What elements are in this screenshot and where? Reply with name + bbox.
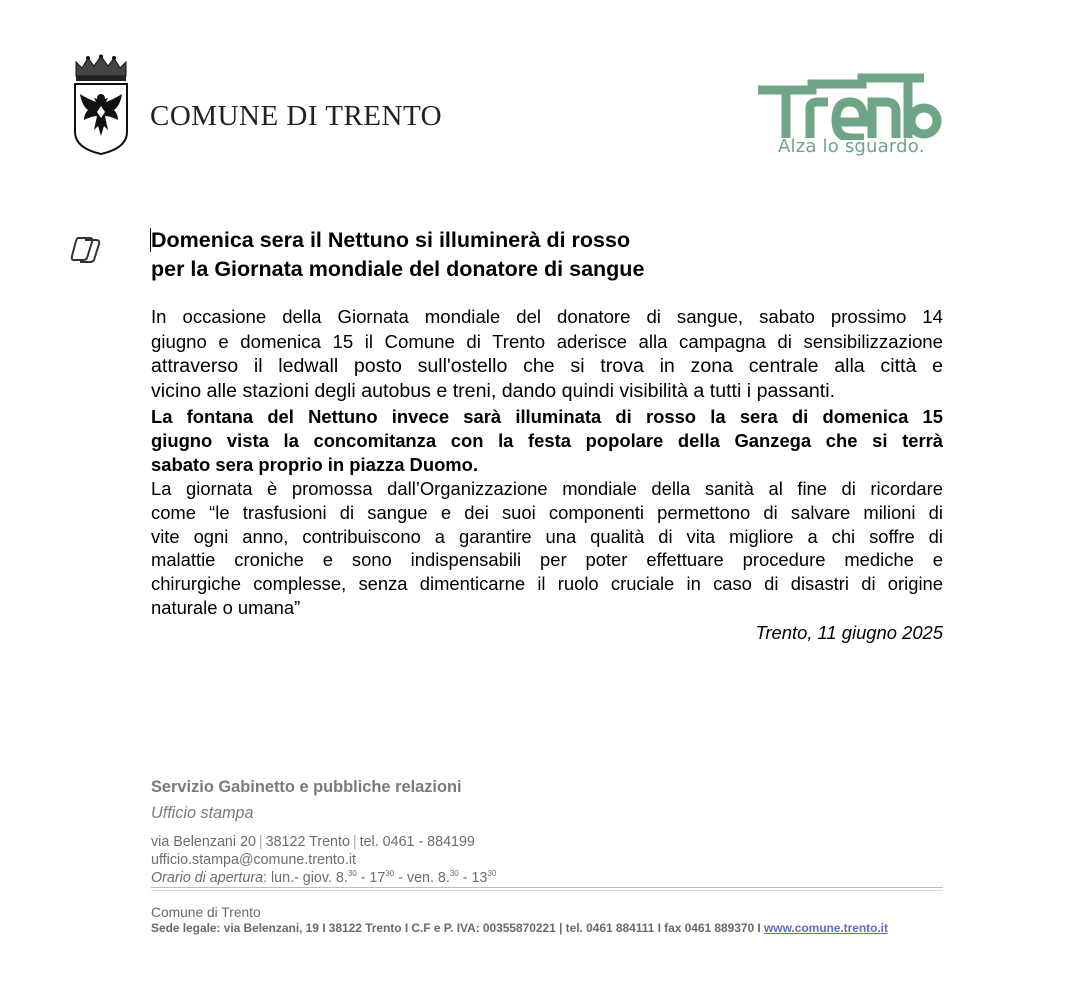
address-phone: tel. 0461 - 884199 xyxy=(359,834,475,850)
paragraph-line: attraverso il ledwall posto sull'ostello che si trova in zona centrale alla città e xyxy=(151,355,943,377)
paragraph-line: giugno e domenica 15 il Comune di Trento aderisce alla campagna di sensibilizzazione xyxy=(151,330,943,352)
paragraph-line: giugno vista la concomitanza con la festa popolare della Ganzega che si terrà xyxy=(151,430,943,451)
paragraph-line: La fontana del Nettuno invece sarà illuminata di rosso la sera di domenica 15 xyxy=(151,406,943,427)
hours-text: - ven. 8. xyxy=(394,870,450,886)
hours-label: Orario di apertura xyxy=(151,870,264,886)
hours-text: - 17 xyxy=(356,870,386,886)
headline xyxy=(151,226,943,284)
office-name: Ufficio stampa xyxy=(151,804,254,822)
paragraph-line: malattie croniche e sono indispensabili per poter effettuare procedure mediche e xyxy=(151,549,943,571)
hours-minutes: 30 xyxy=(449,869,459,879)
trento-brand-logo xyxy=(752,52,942,160)
paragraph-line: La giornata è promossa dall’Organizzazione mondiale della sanità al fine di ricordare xyxy=(151,478,943,499)
paragraph-line: chirurgiche complesse, senza dimenticarne il ruolo cruciale in caso di disastri di origine xyxy=(151,573,943,595)
department-name: Servizio Gabinetto e pubbliche relazioni xyxy=(151,778,462,796)
text-cursor xyxy=(150,228,151,252)
dateline: Trento, 11 giugno 2025 xyxy=(755,621,943,643)
hours-text: - 13 xyxy=(458,870,488,886)
paragraph-line: In occasione della Giornata mondiale del donatore di sangue, sabato prossimo 14 xyxy=(151,306,943,327)
paragraph-line: vicino alle stazioni degli autobus e treni, dando quindi visibilità a tutti i passanti. xyxy=(151,379,836,402)
contact-footer xyxy=(151,778,943,887)
hours-text: : lun.- giov. 8. xyxy=(263,870,348,886)
website-link[interactable]: www.comune.trento.it xyxy=(764,921,888,935)
copilot-icon[interactable] xyxy=(70,234,104,264)
paragraph-who xyxy=(151,477,943,620)
address-city: 38122 Trento xyxy=(265,834,350,850)
legal-entity-name: Comune di Trento xyxy=(151,905,261,920)
contact-details xyxy=(151,833,943,887)
coat-of-arms-logo xyxy=(72,54,130,156)
paragraph-neptune xyxy=(151,405,943,477)
hours-minutes: 30 xyxy=(347,869,357,879)
hours-minutes: 30 xyxy=(385,869,395,879)
paragraph-line: come “le trasfusioni di sangue e dei suoi componenti permettono di salvare milioni di xyxy=(151,501,943,523)
footer-divider xyxy=(151,890,943,891)
headline-line: Domenica sera il Nettuno si illuminerà di rosso xyxy=(151,228,631,252)
address-street: via Belenzani 20 xyxy=(151,834,256,850)
hours-minutes: 30 xyxy=(487,869,497,879)
address-line xyxy=(151,833,943,851)
paragraph-intro xyxy=(151,305,943,403)
municipality-name: COMUNE DI TRENTO xyxy=(150,100,443,132)
separator: | xyxy=(352,834,357,850)
opening-hours xyxy=(151,869,943,887)
separator: | xyxy=(258,834,263,850)
brand-tagline: Alza lo sguardo. xyxy=(778,136,925,157)
paragraph-line: sabato sera proprio in piazza Duomo. xyxy=(151,454,478,475)
press-release-body xyxy=(151,226,943,644)
legal-details xyxy=(151,921,951,935)
legal-text: Sede legale: via Belenzani, 19 I 38122 Trento I C.F e P. IVA: 00355870221 | tel. 0461 884111 I fax 0461 889370 I xyxy=(151,921,764,935)
trento-wordmark xyxy=(752,72,942,140)
footer-divider xyxy=(151,887,943,888)
paragraph-line: naturale o umana” xyxy=(151,596,301,618)
legal-footer xyxy=(151,905,951,935)
paragraph-line: vite ogni anno, contribuiscono a garantire una qualità di vita migliore a chi soffre di xyxy=(151,525,943,547)
headline-line: per la Giornata mondiale del donatore di sangue xyxy=(151,257,645,281)
email-address[interactable]: ufficio.stampa@comune.trento.it xyxy=(151,852,356,868)
